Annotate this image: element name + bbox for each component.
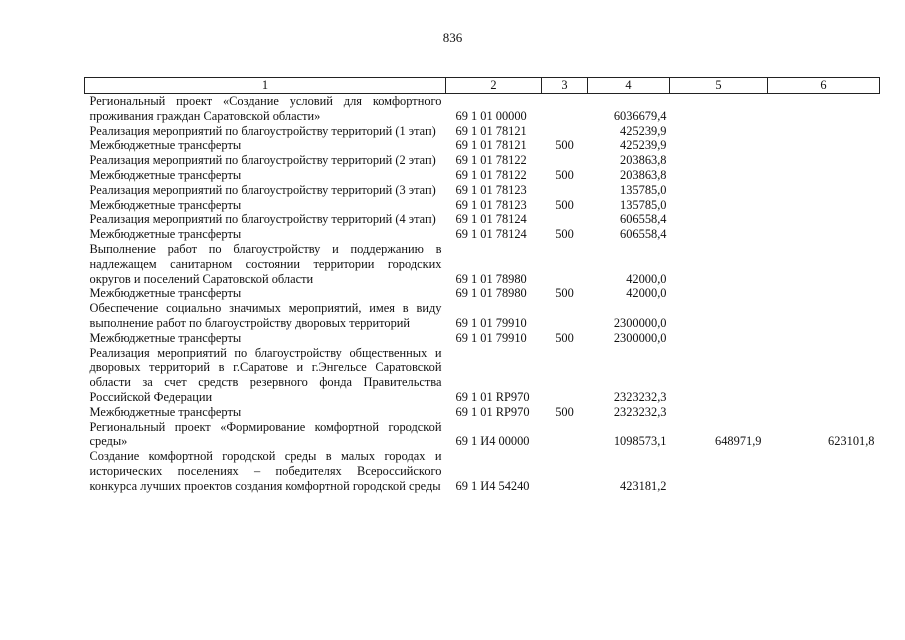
- row-amount-col4: 203863,8: [620, 167, 667, 182]
- budget-table: [84, 77, 880, 494]
- row-target-code: 69 1 И4 00000: [455, 434, 530, 449]
- row-amount-col6: [768, 449, 880, 493]
- header-row: [85, 78, 880, 94]
- row-amount-col5: [670, 183, 768, 198]
- row-amount-col5: [670, 212, 768, 227]
- row-amount-col5: [670, 94, 768, 124]
- row-name: Межбюджетные трансферты: [89, 404, 242, 419]
- header-col-3: 3: [542, 78, 588, 94]
- row-amount-col5: [670, 153, 768, 168]
- row-target-code: 69 1 01 RP970: [455, 404, 530, 419]
- row-target-code: 69 1 01 RP970: [455, 389, 530, 404]
- row-expense-type: [542, 242, 588, 286]
- row-name: Межбюджетные трансферты: [89, 330, 242, 345]
- row-target-code: 69 1 01 78123: [455, 182, 527, 197]
- row-amount-col4: 606558,4: [620, 227, 667, 242]
- row-amount-col6: [768, 405, 880, 420]
- header-col-5: 5: [670, 78, 768, 94]
- row-expense-type: 500: [555, 404, 574, 419]
- row-name: Межбюджетные трансферты: [89, 197, 242, 212]
- row-target-code: 69 1 И4 54240: [455, 478, 530, 493]
- row-amount-col5: 648971,9: [715, 434, 762, 449]
- row-amount-col6: [768, 346, 880, 405]
- row-expense-type: [542, 153, 588, 168]
- row-amount-col6: [768, 331, 880, 346]
- table-row: [85, 286, 880, 301]
- row-target-code: 69 1 01 78124: [455, 227, 527, 242]
- row-amount-col5: [670, 168, 768, 183]
- row-amount-col4: 425239,9: [620, 123, 667, 138]
- row-expense-type: [542, 301, 588, 331]
- row-target-code: 69 1 01 79910: [455, 315, 527, 330]
- row-amount-col6: [768, 242, 880, 286]
- row-amount-col5: [670, 198, 768, 213]
- row-target-code: 69 1 01 78121: [455, 123, 527, 138]
- row-target-code: 69 1 01 78124: [455, 212, 527, 227]
- row-expense-type: 500: [555, 330, 574, 345]
- row-amount-col4: 135785,0: [620, 182, 667, 197]
- row-amount-col6: [768, 124, 880, 139]
- row-name: Межбюджетные трансферты: [89, 138, 242, 153]
- row-name: Региональный проект «Создание условий для комфортного проживания граждан Саратовской области»: [89, 94, 442, 123]
- row-name: Реализация мероприятий по благоустройству территорий (4 этап): [89, 212, 436, 227]
- table-row: [85, 331, 880, 346]
- table-row: [85, 212, 880, 227]
- row-name: Выполнение работ по благоустройству и поддержанию в надлежащем санитарном состоянии территории городских округов и поселений Саратовской области: [89, 241, 442, 286]
- row-name: Обеспечение социально значимых мероприятий, имея в виду выполнение работ по благоустройству дворовых территорий: [89, 301, 442, 330]
- row-amount-col4: 42000,0: [626, 286, 667, 301]
- row-target-code: 69 1 01 78121: [455, 138, 527, 153]
- row-amount-col4: 423181,2: [620, 478, 667, 493]
- header-col-4: 4: [588, 78, 670, 94]
- row-amount-col6: [768, 168, 880, 183]
- header-col-2: 2: [446, 78, 542, 94]
- row-name: Реализация мероприятий по благоустройству территорий (2 этап): [89, 153, 436, 168]
- table-row: [85, 183, 880, 198]
- table-row: [85, 227, 880, 242]
- row-name: Региональный проект «Формирование комфортной городской среды»: [89, 419, 442, 449]
- row-amount-col6: [768, 286, 880, 301]
- row-expense-type: [542, 212, 588, 227]
- row-amount-col4: 2323232,3: [613, 404, 667, 419]
- row-target-code: 69 1 01 78122: [455, 153, 527, 168]
- row-amount-col5: [670, 124, 768, 139]
- row-amount-col6: [768, 227, 880, 242]
- table-row: [85, 301, 880, 331]
- row-target-code: 69 1 01 00000: [455, 108, 527, 123]
- row-amount-col5: [670, 242, 768, 286]
- row-name: Реализация мероприятий по благоустройству территорий (1 этап): [89, 123, 436, 138]
- row-expense-type: 500: [555, 138, 574, 153]
- row-target-code: 69 1 01 78980: [455, 286, 527, 301]
- row-expense-type: [542, 124, 588, 139]
- row-amount-col6: [768, 183, 880, 198]
- row-amount-col4: 42000,0: [626, 271, 667, 286]
- row-amount-col5: [670, 286, 768, 301]
- row-amount-col6: [768, 198, 880, 213]
- row-name: Создание комфортной городской среды в малых городах и исторических поселениях – победителях Всероссийского конкурса лучших проектов создания комфортной городской среды: [89, 449, 442, 493]
- row-amount-col6: [768, 301, 880, 331]
- table-row: [85, 346, 880, 405]
- row-amount-col6: 623101,8: [828, 434, 875, 449]
- row-amount-col4: 203863,8: [620, 153, 667, 168]
- row-expense-type: 500: [555, 197, 574, 212]
- table-row: [85, 138, 880, 153]
- row-amount-col5: [670, 227, 768, 242]
- row-amount-col5: [670, 331, 768, 346]
- row-name: Межбюджетные трансферты: [89, 286, 242, 301]
- table-row: [85, 405, 880, 420]
- row-amount-col4: 135785,0: [620, 197, 667, 212]
- row-target-code: 69 1 01 79910: [455, 330, 527, 345]
- row-name: Реализация мероприятий по благоустройству общественных и дворовых территорий в г.Саратове и г.Энгельсе Саратовской области за счет средств резервного фонда Правительства Российской Федерации: [89, 345, 442, 404]
- row-amount-col4: 2300000,0: [613, 330, 667, 345]
- row-amount-col5: [670, 138, 768, 153]
- row-expense-type: 500: [555, 227, 574, 242]
- row-name: Межбюджетные трансферты: [89, 227, 242, 242]
- table-row: [85, 168, 880, 183]
- row-amount-col4: 606558,4: [620, 212, 667, 227]
- row-amount-col5: [670, 405, 768, 420]
- table-row: [85, 420, 880, 450]
- row-name: Реализация мероприятий по благоустройству территорий (3 этап): [89, 182, 436, 197]
- row-amount-col5: [670, 449, 768, 493]
- table-row: [85, 94, 880, 124]
- row-amount-col4: 2300000,0: [613, 315, 667, 330]
- row-expense-type: 500: [555, 167, 574, 182]
- row-expense-type: [542, 346, 588, 405]
- row-amount-col4: 6036679,4: [613, 108, 667, 123]
- row-amount-col4: 1098573,1: [613, 434, 667, 449]
- header-col-1: 1: [85, 78, 446, 94]
- row-amount-col6: [768, 138, 880, 153]
- table-row: [85, 449, 880, 493]
- header-col-6: 6: [768, 78, 880, 94]
- row-expense-type: 500: [555, 286, 574, 301]
- row-amount-col5: [670, 346, 768, 405]
- table-row: [85, 153, 880, 168]
- table-row: [85, 242, 880, 286]
- row-expense-type: [542, 183, 588, 198]
- row-amount-col6: [768, 153, 880, 168]
- row-expense-type: [542, 420, 588, 450]
- row-amount-col4: 425239,9: [620, 138, 667, 153]
- row-target-code: 69 1 01 78123: [455, 197, 527, 212]
- row-amount-col6: [768, 94, 880, 124]
- row-amount-col4: 2323232,3: [613, 389, 667, 404]
- row-name: Межбюджетные трансферты: [89, 167, 242, 182]
- row-target-code: 69 1 01 78122: [455, 167, 527, 182]
- table-row: [85, 124, 880, 139]
- row-amount-col5: [670, 301, 768, 331]
- page-number: 836: [442, 30, 463, 45]
- table-row: [85, 198, 880, 213]
- row-expense-type: [542, 449, 588, 493]
- table-body: [85, 94, 880, 494]
- row-expense-type: [542, 94, 588, 124]
- table-header: [85, 78, 880, 94]
- row-amount-col6: [768, 212, 880, 227]
- row-target-code: 69 1 01 78980: [455, 271, 527, 286]
